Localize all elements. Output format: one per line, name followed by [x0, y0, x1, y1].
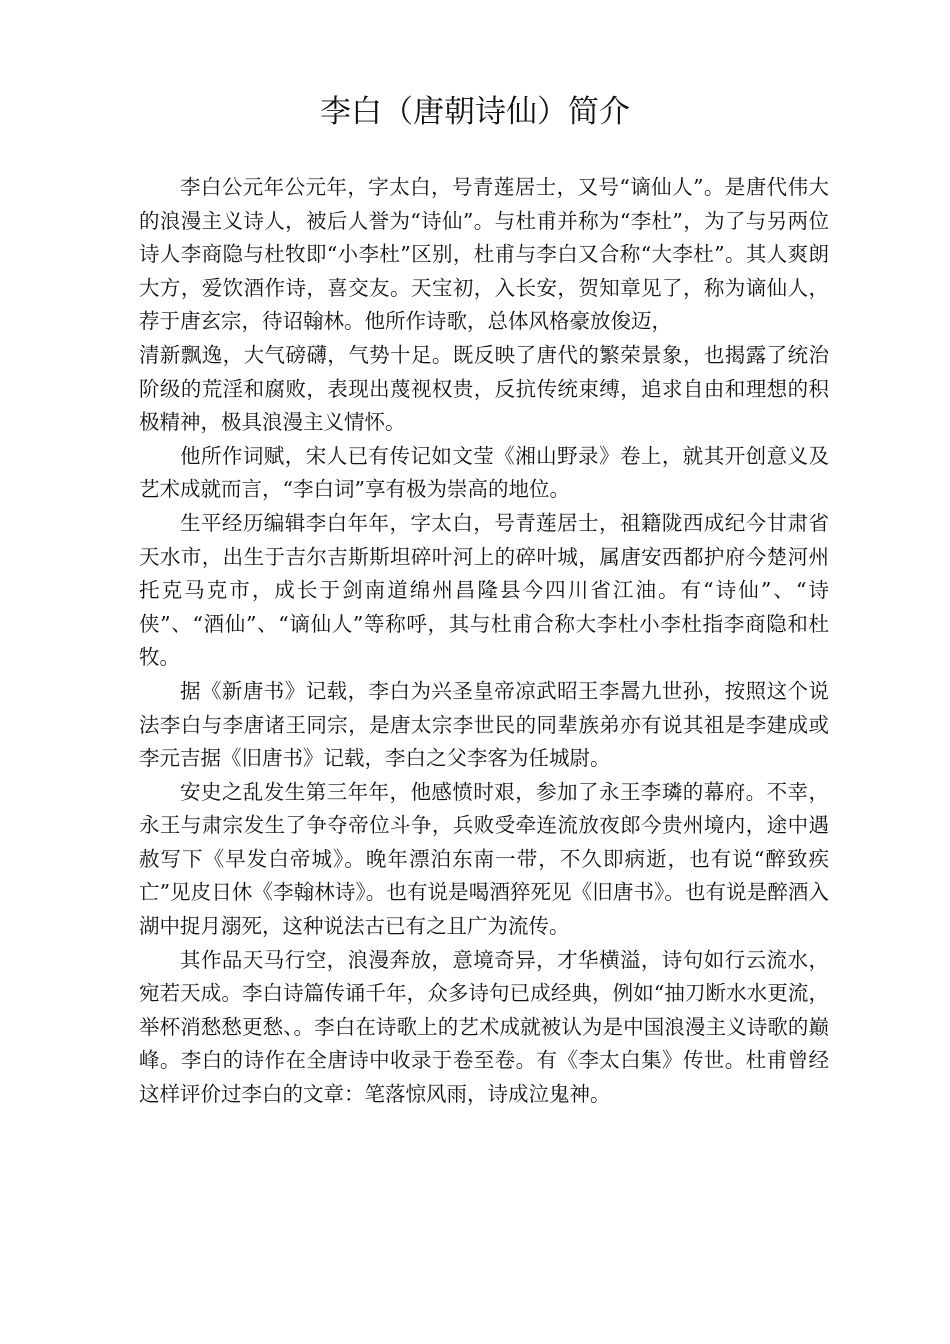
paragraph: 安史之乱发生第三年年，他感愤时艰，参加了永王李璘的幕府。不幸，永王与肃宗发生了争夺帝位斗争，兵败受牵连流放夜郎今贵州境内，途中遇赦写下《早发白帝城》。晚年漂泊东南一带，不久即病逝，也有说“醉致疾亡”见皮日休《李翰林诗》。也有说是喝酒猝死见《旧唐书》。也有说是醉酒入湖中捉月溺死，这种说法古已有之且广为流传。	[139, 779, 829, 939]
paragraph: 其作品天马行空，浪漫奔放，意境奇异，才华横溢，诗句如行云流水，宛若天成。李白诗篇传诵千年，众多诗句已成经典，例如“抽刀断水水更流，举杯消愁愁更愁、。李白在诗歌上的艺术成就被认为是中国浪漫主义诗歌的巅峰。李白的诗作在全唐诗中收录于卷至卷。有《李太白集》传世。杜甫曾经这样评价过李白的文章：笔落惊风雨，诗成泣鬼神。	[139, 947, 829, 1107]
document-title: 李白（唐朝诗仙）简介	[320, 94, 630, 130]
paragraph: 他所作词赋，宋人已有传记如文莹《湘山野录》卷上，就其开创意义及艺术成就而言，“李白词”享有极为崇高的地位。	[139, 443, 829, 502]
paragraph: 据《新唐书》记载，李白为兴圣皇帝凉武昭王李暠九世孙，按照这个说法李白与李唐诸王同宗，是唐太宗李世民的同辈族弟亦有说其祖是李建成或李元吉据《旧唐书》记载，李白之父李客为任城尉。	[139, 678, 829, 771]
paragraph: 生平经历编辑李白年年，字太白，号青莲居士，祖籍陇西成纪今甘肃省天水市，出生于吉尔吉斯斯坦碎叶河上的碎叶城，属唐安西都护府今楚河州托克马克市，成长于剑南道绵州昌隆县今四川省江油。有“诗仙”、“诗侠”、“酒仙”、“谪仙人”等称呼，其与杜甫合称大李杜小李杜指李商隐和杜牧。	[139, 510, 829, 670]
paragraph-continuation: 清新飘逸，大气磅礴，气势十足。既反映了唐代的繁荣景象，也揭露了统治阶级的荒淫和腐败，表现出蔑视权贵，反抗传统束缚，追求自由和理想的积极精神，极具浪漫主义情怀。	[139, 342, 829, 435]
paragraph: 李白公元年公元年，字太白，号青莲居士，又号“谪仙人”。是唐代伟大的浪漫主义诗人，被后人誉为“诗仙”。与杜甫并称为“李杜”，为了与另两位诗人李商隐与杜牧即“小李杜”区别，杜甫与李白又合称“大李杜”。其人爽朗大方，爱饮酒作诗，喜交友。天宝初，入长安，贺知章见了，称为谪仙人，荐于唐玄宗，待诏翰林。他所作诗歌，总体风格豪放俊迈，	[139, 175, 829, 334]
document-body	[139, 171, 829, 1112]
